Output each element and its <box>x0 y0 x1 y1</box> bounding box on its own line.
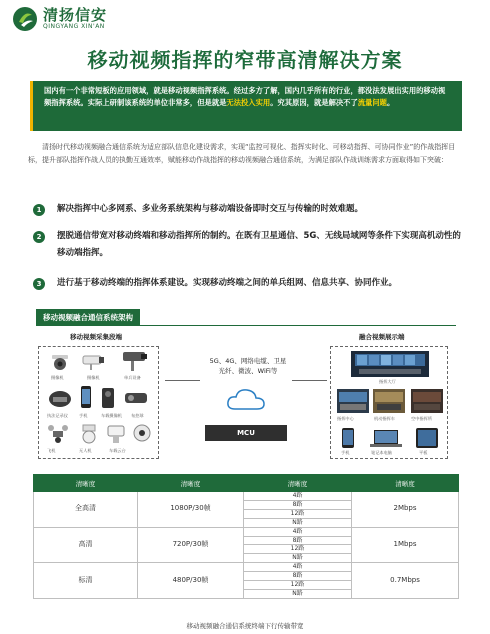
command-vehicle-icon <box>373 389 405 413</box>
capture-end-title: 移动视频采集段端 <box>70 333 122 341</box>
device-caption: 无人机 <box>79 448 92 453</box>
right-connector-line <box>292 380 327 381</box>
device-caption: 空中指挥所 <box>411 416 432 421</box>
channel-cell: 8路 <box>244 536 352 545</box>
laptop-icon <box>369 429 403 449</box>
banner-highlight-2: 流量问题 <box>357 97 387 107</box>
device-caption: 飞机 <box>47 448 56 453</box>
banner-highlight-1: 无法投入实用 <box>226 97 271 107</box>
table-caption: 移动视频融合通信系统终端下行传输带宽 <box>186 622 304 630</box>
channel-cell: 4路 <box>244 492 352 501</box>
camera-dome-icon <box>49 353 71 371</box>
channel-cell: 4路 <box>244 527 352 536</box>
channel-cell: 12路 <box>244 545 352 554</box>
mcu-server: MCU <box>205 425 287 441</box>
channel-cell: 8路 <box>244 500 352 509</box>
bandwidth-cell: 1Mbps <box>352 527 459 563</box>
brand-logo <box>12 6 107 32</box>
network-line-2: 光纤、微波、WiFi等 <box>218 367 278 375</box>
intro-banner <box>30 81 462 131</box>
brand-name-cn: 清扬信安 <box>43 6 108 24</box>
page-title: 移动视频指挥的窄带高清解决方案 <box>87 48 403 72</box>
bandwidth-cell: 2Mbps <box>352 492 459 528</box>
device-caption: 平板 <box>419 450 428 455</box>
bandwidth-table <box>33 474 459 599</box>
banner-text-3: 。 <box>386 97 395 107</box>
point-item-2 <box>33 230 467 262</box>
channel-cell: 12路 <box>244 509 352 518</box>
ptz-camera-icon <box>105 423 127 445</box>
camera-ptz-icon <box>119 349 149 373</box>
resolution-cell: 480P/30帧 <box>138 563 244 599</box>
point-item-1 <box>33 203 467 218</box>
device-caption: 摄像机 <box>51 375 64 380</box>
column-header: 清晰度 <box>138 475 244 492</box>
drone-icon <box>47 423 69 445</box>
table-row <box>34 492 459 501</box>
bandwidth-cell: 0.7Mbps <box>352 563 459 599</box>
resolution-cell: 720P/30帧 <box>138 527 244 563</box>
channel-cell: 12路 <box>244 581 352 590</box>
channel-cell: N路 <box>244 518 352 527</box>
phone-icon <box>79 385 93 409</box>
resolution-cell: 1080P/30帧 <box>138 492 244 528</box>
quality-cell: 标清 <box>34 563 138 599</box>
gimbal-camera-icon <box>131 423 153 445</box>
display-end-title: 融合视频展示端 <box>359 333 405 341</box>
column-header: 清晰度 <box>352 475 459 492</box>
diagram-section-title: 移动视频融合通信系统架构 <box>36 309 140 326</box>
command-center-icon <box>337 389 369 413</box>
dome-ptz-icon <box>79 423 99 445</box>
device-caption: 手机 <box>341 450 350 455</box>
banner-text-2: 。究其原因，就是解决不了 <box>270 97 358 107</box>
device-caption: 手机 <box>79 413 88 418</box>
helmet-camera-icon <box>47 387 73 409</box>
point-number: 3 <box>33 278 45 290</box>
device-caption: 车载摄像机 <box>101 413 122 418</box>
device-caption: 布控球 <box>131 413 144 418</box>
column-header: 清晰度 <box>34 475 138 492</box>
camera-bullet-icon <box>81 351 107 371</box>
network-description <box>198 356 298 376</box>
vehicle-camera-icon <box>123 387 149 409</box>
point-text: 摆脱通信带宽对移动终端和移动指挥所的制约。在既有卫星通信、5G、无线局域网等条件下实现高机动性的移动端指挥。 <box>57 231 461 258</box>
point-text: 进行基于移动终端的指挥体系建设。实现移动终端之间的单兵组网、信息共享、协同作业。 <box>57 278 398 288</box>
device-caption: 指挥中心 <box>337 416 354 421</box>
capture-devices-box <box>38 346 159 459</box>
air-command-icon <box>411 389 443 413</box>
display-terminals-box <box>330 346 448 459</box>
table-row <box>34 527 459 536</box>
point-text: 解决指挥中心多网系、多业务系统架构与移动端设备即时交互与传输的时效难题。 <box>57 204 364 214</box>
logo-mark-icon <box>12 6 38 32</box>
channel-cell: N路 <box>244 554 352 563</box>
device-caption: 执法记录仪 <box>47 413 68 418</box>
quality-cell: 全高清 <box>34 492 138 528</box>
device-caption: 车载云台 <box>109 448 126 453</box>
device-caption: 指挥大厅 <box>379 379 396 384</box>
channel-cell: 8路 <box>244 572 352 581</box>
table-row <box>34 563 459 572</box>
command-hall-icon <box>351 351 429 377</box>
banner-text-1: 国内有一个非常短板的应用领域，就是移动视频指挥系统。经过多方了解，国内几乎所有的行业，都没法发展出实用的移动视频指挥系统。实际上研制该系统的单位非常多，但是就是 <box>44 86 446 107</box>
point-item-3 <box>33 277 467 292</box>
channel-cell: N路 <box>244 589 352 598</box>
brand-name-en: QINGYANG XIN'AN <box>43 23 105 30</box>
device-caption: 机动指挥车 <box>374 416 395 421</box>
section-divider <box>36 325 456 326</box>
bodycam-icon <box>101 387 115 409</box>
phone-icon <box>341 427 355 449</box>
network-line-1: 5G、4G、网络电缆、卫星 <box>209 357 287 365</box>
point-number: 1 <box>33 204 45 216</box>
quality-cell: 高清 <box>34 527 138 563</box>
cloud-icon <box>225 385 267 413</box>
point-number: 2 <box>33 231 45 243</box>
device-caption: 单兵设备 <box>124 375 141 380</box>
channel-cell: 4路 <box>244 563 352 572</box>
left-connector-line <box>165 380 200 381</box>
column-header: 清晰度 <box>244 475 352 492</box>
device-caption: 摄像机 <box>87 375 100 380</box>
device-caption: 笔记本电脑 <box>371 450 392 455</box>
intro-paragraph: 清扬时代移动视频融合通信系统为适应部队信息化建设需求，实现“监控可视化、指挥实时化、可移动指挥、可协同作业”的作战指挥目标，提升部队指挥作战人员的执勤互通效率，赋能移动作战指挥的移动视频融合通信系统，为满足部队作战训练需求方面取得如下突破： <box>28 143 456 164</box>
tablet-icon <box>415 427 439 449</box>
